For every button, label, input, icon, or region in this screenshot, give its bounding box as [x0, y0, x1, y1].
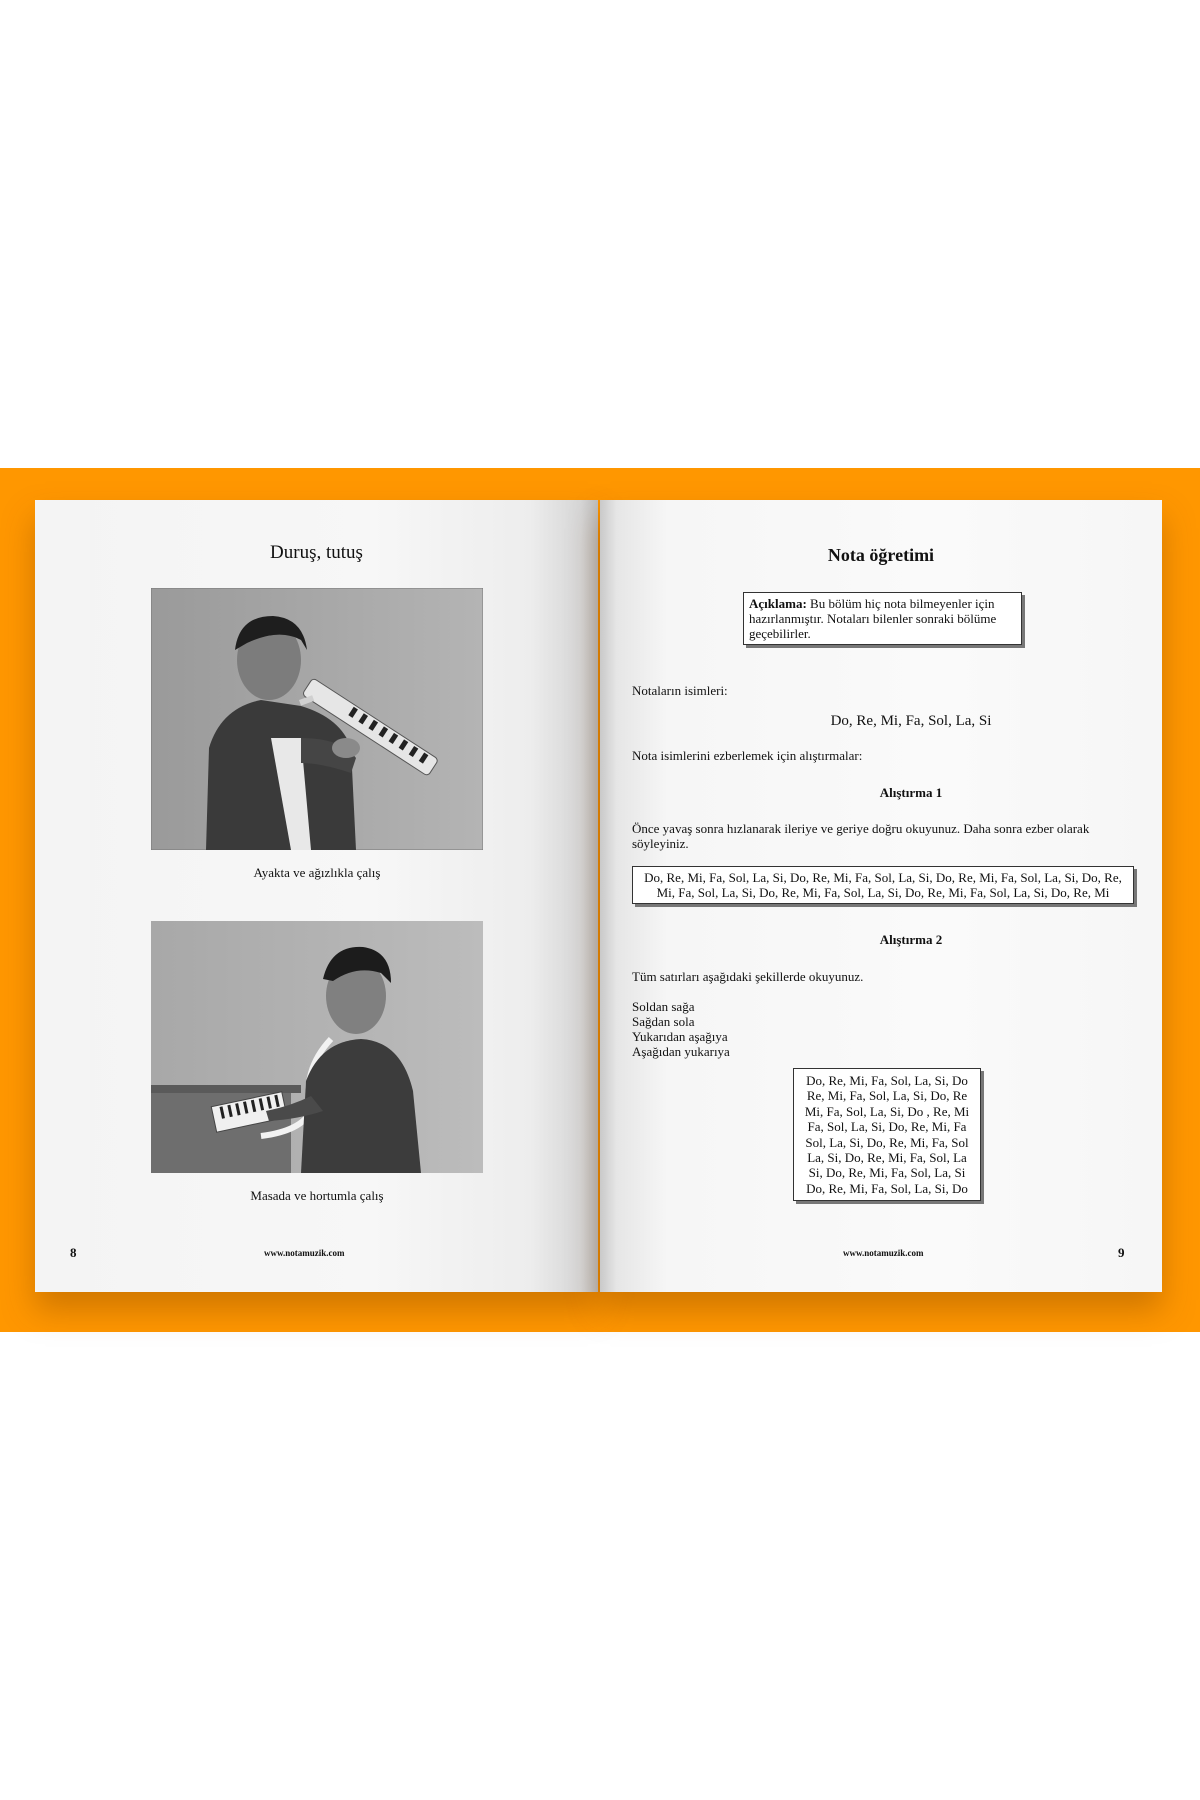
exercise2-title: Alıştırma 2 — [879, 932, 943, 947]
direction-item: Yukarıdan aşağıya — [632, 1029, 728, 1044]
grid-line: Re, Mi, Fa, Sol, La, Si, Do, Re — [806, 1088, 968, 1104]
grid-line: Mi, Fa, Sol, La, Si, Do , Re, Mi — [804, 1103, 970, 1119]
left-page — [35, 500, 598, 1292]
right-page-title: Nota öğretimi — [827, 545, 935, 565]
exercise1-text: Önce yavaş sonra hızlanarak ileriye ve geriye doğru okuyunuz. Daha sonra ezber olarak söyleyiniz. — [632, 821, 1090, 851]
exercise1-sequence-box: Do, Re, Mi, Fa, Sol, La, Si, Do, Re, Mi, Fa, Sol, La, Si, Do, Re, Mi, Fa, Sol, La, Si, Do, Re, Mi, Fa, Sol, La, Si, Do, Re, Mi, Fa, Sol, La, Si, Do, Re, Mi, Fa, Sol, La, Si, Do, Re, Mi — [632, 866, 1134, 904]
direction-item: Aşağıdan yukarıya — [632, 1044, 730, 1059]
note-names: Do, Re, Mi, Fa, Sol, La, Si — [830, 713, 992, 729]
website-footer-left: www.notamuzik.com — [264, 1248, 345, 1258]
photo2-caption: Masada ve hortumla çalış — [250, 1188, 384, 1203]
website-footer-right: www.notamuzik.com — [843, 1248, 924, 1258]
explanation-text: Bu bölüm hiç nota bilmeyenler için hazırlanmıştır. Notaları bilenler sonraki bölüme geçebilirler. — [749, 596, 997, 641]
grid-line: Do, Re, Mi, Fa, Sol, La, Si, Do — [806, 1180, 968, 1196]
explanation-box — [743, 592, 1022, 645]
grid-line: Sol, La, Si, Do, Re, Mi, Fa, Sol — [805, 1134, 969, 1150]
direction-item: Sağdan sola — [632, 1014, 695, 1029]
grid-line: Do, Re, Mi, Fa, Sol, La, Si, Do — [806, 1073, 968, 1088]
explanation-label: Açıklama: — [749, 596, 807, 611]
note-names-intro: Notaların isimleri: — [632, 683, 728, 698]
right-page — [600, 500, 1162, 1292]
left-page-title: Duruş, tutuş — [270, 542, 363, 563]
exercise2-text: Tüm satırları aşağıdaki şekillerde okuyunuz. — [632, 969, 864, 984]
exercise2-note-grid — [793, 1068, 981, 1201]
direction-item: Soldan sağa — [632, 999, 695, 1014]
exercise1-title: Alıştırma 1 — [879, 785, 943, 800]
grid-line: La, Si, Do, Re, Mi, Fa, Sol, La — [807, 1150, 967, 1166]
page-number-right: 9 — [1118, 1245, 1125, 1260]
photo-table-hose — [151, 921, 483, 1173]
direction-list — [632, 999, 730, 1059]
grid-line: Si, Do, Re, Mi, Fa, Sol, La, Si — [808, 1165, 966, 1181]
page-number-left: 8 — [70, 1245, 77, 1260]
exercises-intro: Nota isimlerini ezberlemek için alıştırmalar: — [632, 748, 863, 763]
photo1-caption: Ayakta ve ağızlıkla çalış — [253, 865, 381, 880]
grid-line: Fa, Sol, La, Si, Do, Re, Mi, Fa — [807, 1119, 967, 1135]
photo-standing-mouthpiece — [151, 588, 483, 850]
